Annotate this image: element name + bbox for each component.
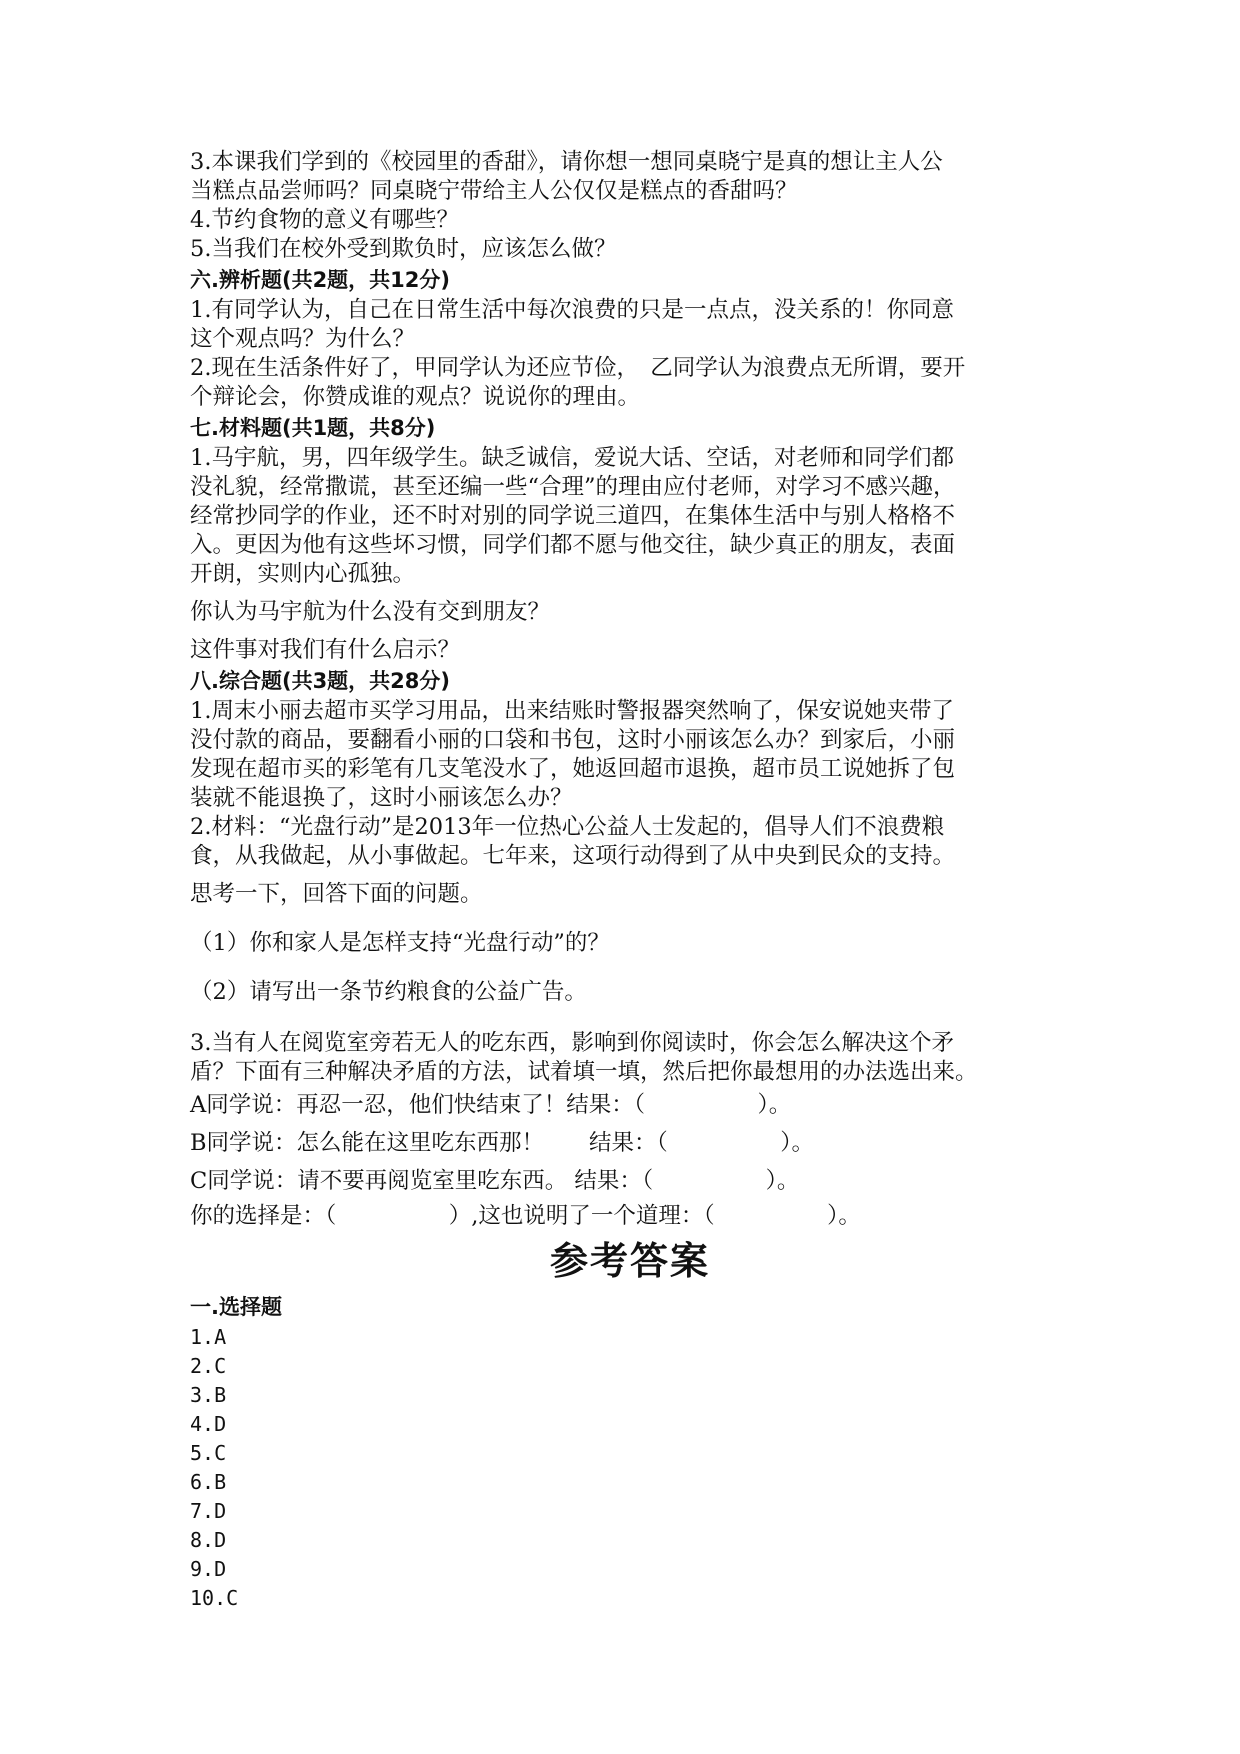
question-8-2-line-2: 食，从我做起，从小事做起。七年来，这项行动得到了从中央到民众的支持。	[190, 843, 956, 869]
question-5-4: 4.节约食物的意义有哪些？	[190, 207, 459, 233]
material-line-2: 没礼貌，经常撒谎，甚至还编一些“合理”的理由应付老师，对学习不感兴趣，	[190, 474, 956, 500]
answer-item: 3.B	[190, 1383, 227, 1407]
material-line-4: 入。更因为他有这些坏习惯，同学们都不愿与他交往，缺少真正的朋友，表面	[190, 532, 956, 558]
material-line-3: 经常抄同学的作业，还不时对别的同学说三道四，在集体生活中与别人格格不	[190, 503, 956, 529]
question-6-1-line-2: 这个观点吗？为什么？	[190, 326, 416, 352]
section-6-heading: 六.辨析题(共2题，共12分)	[190, 268, 451, 292]
answers-title: 参考答案	[549, 1238, 710, 1283]
answer-item: 1.A	[190, 1325, 227, 1349]
question-8-2-sub-1: （1）你和家人是怎样支持“光盘行动”的？	[190, 930, 610, 956]
answer-item: 10.C	[190, 1586, 239, 1610]
question-8-3-option-b: B同学说：怎么能在这里吃东西那！ 结果：（ ）。	[190, 1130, 815, 1156]
question-5-3-line-1: 3.本课我们学到的《校园里的香甜》，请你想一想同桌晓宁是真的想让主人公	[190, 149, 943, 175]
page-content	[190, 148, 1070, 1613]
question-8-2-line-3: 思考一下，回答下面的问题。	[190, 881, 483, 907]
section-7-heading: 七.材料题(共1题，共8分)	[190, 416, 436, 440]
question-8-1-line-2: 没付款的商品，要翻看小丽的口袋和书包，这时小丽该怎么办？到家后，小丽	[190, 727, 956, 753]
answer-item: 2.C	[190, 1354, 227, 1378]
answer-item: 7.D	[190, 1499, 227, 1523]
question-8-1-line-3: 发现在超市买的彩笔有几支笔没水了，她返回超市退换，超市员工说她拆了包	[190, 756, 956, 782]
question-8-3-option-a: A同学说：再忍一忍，他们快结束了！结果：（ ）。	[190, 1092, 792, 1118]
question-5-5: 5.当我们在校外受到欺负时，应该怎么做？	[190, 236, 617, 262]
answer-item: 6.B	[190, 1470, 227, 1494]
material-question-2: 这件事对我们有什么启示？	[190, 637, 461, 663]
question-8-3-choice: 你的选择是：（ ）,这也说明了一个道理：（ ）。	[190, 1203, 861, 1229]
question-8-1-line-4: 装就不能退换了，这时小丽该怎么办？	[190, 785, 573, 811]
question-8-2-sub-2: （2）请写出一条节约粮食的公益广告。	[190, 979, 587, 1005]
question-8-2-line-1: 2.材料：“光盘行动”是2013年一位热心公益人士发起的，倡导人们不浪费粮	[190, 814, 945, 840]
question-8-1-line-1: 1.周末小丽去超市买学习用品，出来结账时警报器突然响了，保安说她夹带了	[190, 698, 954, 724]
question-6-2-line-2: 个辩论会，你赞成谁的观点？说说你的理由。	[190, 384, 641, 410]
material-line-5: 开朗，实则内心孤独。	[190, 561, 416, 587]
question-6-2-line-1: 2.现在生活条件好了，甲同学认为还应节俭， 乙同学认为浪费点无所谓，要开	[190, 355, 966, 381]
answer-item: 5.C	[190, 1441, 227, 1465]
question-8-3-option-c: C同学说：请不要再阅览室里吃东西。 结果：（ ）。	[190, 1168, 800, 1194]
answers-section-heading: 一.选择题	[190, 1295, 282, 1319]
section-8-heading: 八.综合题(共3题，共28分)	[190, 669, 451, 693]
answer-item: 9.D	[190, 1557, 227, 1581]
answer-item: 8.D	[190, 1528, 227, 1552]
question-5-3-line-2: 当糕点品尝师吗？同桌晓宁带给主人公仅仅是糕点的香甜吗？	[190, 178, 798, 204]
answer-list	[190, 1323, 1070, 1613]
answer-item: 4.D	[190, 1412, 227, 1436]
question-8-3-line-1: 3.当有人在阅览室旁若无人的吃东西，影响到你阅读时，你会怎么解决这个矛	[190, 1030, 954, 1056]
material-line-1: 1.马宇航，男，四年级学生。缺乏诚信，爱说大话、空话，对老师和同学们都	[190, 445, 954, 471]
material-question-1: 你认为马宇航为什么没有交到朋友？	[190, 599, 551, 625]
question-8-3-line-2: 盾？下面有三种解决矛盾的方法，试着填一填，然后把你最想用的办法选出来。	[190, 1059, 978, 1085]
question-6-1-line-1: 1.有同学认为，自己在日常生活中每次浪费的只是一点点，没关系的！你同意	[190, 297, 954, 323]
